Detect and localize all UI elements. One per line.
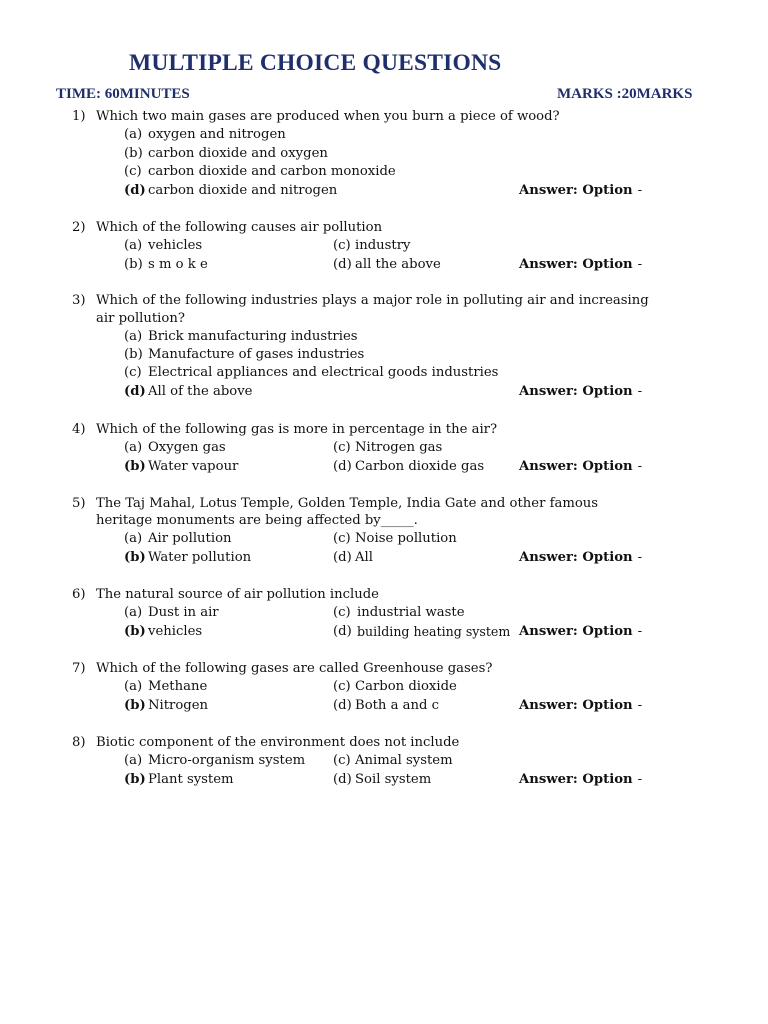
option-label: (d) [333, 772, 352, 787]
question-text: Biotic component of the environment does not include [96, 735, 460, 750]
question-text: Which of the following causes air pollution [96, 220, 383, 235]
option-text: industry [355, 238, 411, 253]
option-label: (b) [124, 347, 143, 362]
answer-label: Answer: Option [519, 183, 633, 198]
question-number: 1) [72, 109, 86, 124]
option-label: (a) [124, 753, 143, 768]
time-label: TIME: 60MINUTES [56, 86, 190, 102]
option-text: industrial waste [357, 605, 465, 620]
option-text: Soil system [355, 772, 432, 787]
option-text: s m o k e [148, 257, 208, 272]
question-number: 6) [72, 587, 86, 602]
answer-field [519, 383, 642, 401]
question-number: 5) [72, 496, 86, 511]
option-label: (a) [124, 238, 143, 253]
question-text: The natural source of air pollution include [96, 587, 379, 602]
answer-label: Answer: Option [519, 257, 633, 272]
answer-label: Answer: Option [519, 384, 633, 399]
option-text: Water pollution [148, 550, 252, 565]
option-label: (d) [333, 459, 352, 474]
answer-field [519, 458, 642, 476]
question-number: 4) [72, 422, 86, 437]
option-text: Oxygen gas [148, 440, 226, 455]
option-text: All [355, 550, 373, 565]
option-label: (c) [333, 753, 351, 768]
option-label: (c) [333, 440, 351, 455]
option-text: Micro-organism system [148, 753, 306, 768]
option-text: Noise pollution [355, 531, 457, 546]
option-label: (b) [124, 146, 143, 161]
question-number: 2) [72, 220, 86, 235]
question-number: 3) [72, 293, 86, 308]
option-label: (b) [124, 257, 143, 272]
option-label: (a) [124, 605, 143, 620]
answer-field [519, 549, 642, 567]
option-text: Brick manufacturing industries [148, 329, 358, 344]
question-text: The Taj Mahal, Lotus Temple, Golden Temple, India Gate and other famous [96, 496, 599, 511]
answer-field [519, 697, 642, 715]
option-text: building heating system [357, 624, 511, 639]
option-text: Electrical appliances and electrical goods industries [148, 365, 499, 380]
answer-field [519, 256, 642, 274]
option-text: Methane [148, 679, 208, 694]
option-text: Air pollution [148, 531, 232, 546]
option-label: (d) [333, 257, 352, 272]
option-text: Plant system [148, 772, 234, 787]
option-label: (d) [124, 183, 146, 198]
option-label: (b) [124, 550, 146, 565]
answer-blank: - [637, 384, 643, 399]
option-text: carbon dioxide and carbon monoxide [148, 164, 396, 179]
option-label: (c) [333, 679, 351, 694]
option-text: vehicles [148, 238, 203, 253]
answer-blank: - [637, 698, 643, 713]
option-label: (d) [333, 698, 352, 713]
option-label: (d) [333, 624, 352, 639]
answer-field [519, 182, 642, 200]
option-text: Animal system [355, 753, 453, 768]
option-text: carbon dioxide and nitrogen [148, 183, 338, 198]
option-text: Nitrogen [148, 698, 209, 713]
answer-blank: - [637, 459, 643, 474]
option-label: (a) [124, 531, 143, 546]
option-text: Both a and c [355, 698, 440, 713]
answer-field [519, 771, 642, 789]
option-text: Water vapour [148, 459, 239, 474]
option-text: all the above [355, 257, 441, 272]
option-text: carbon dioxide and oxygen [148, 146, 328, 161]
answer-label: Answer: Option [519, 698, 633, 713]
option-label: (c) [333, 605, 351, 620]
question-text: Which of the following industries plays a major role in polluting air and increasing [96, 293, 649, 308]
question-text: Which two main gases are produced when you burn a piece of wood? [96, 109, 560, 124]
option-label: (a) [124, 329, 143, 344]
option-label: (b) [124, 772, 146, 787]
option-text: Dust in air [148, 605, 219, 620]
option-label: (c) [333, 531, 351, 546]
option-label: (d) [124, 384, 146, 399]
option-label: (d) [333, 550, 352, 565]
page-title: MULTIPLE CHOICE QUESTIONS [129, 50, 502, 76]
option-label: (c) [124, 365, 142, 380]
answer-label: Answer: Option [519, 624, 633, 639]
answer-field [519, 623, 642, 641]
option-label: (a) [124, 679, 143, 694]
option-label: (b) [124, 624, 146, 639]
option-label: (c) [124, 164, 142, 179]
question-text: heritage monuments are being affected by_____. [96, 513, 418, 528]
option-text: Carbon dioxide [355, 679, 457, 694]
option-label: (a) [124, 127, 143, 142]
option-text: oxygen and nitrogen [148, 127, 286, 142]
answer-label: Answer: Option [519, 772, 633, 787]
option-text: All of the above [148, 384, 253, 399]
answer-label: Answer: Option [519, 550, 633, 565]
question-text: air pollution? [96, 311, 185, 326]
option-text: Nitrogen gas [355, 440, 443, 455]
option-text: vehicles [148, 624, 203, 639]
option-text: Manufacture of gases industries [148, 347, 365, 362]
question-text: Which of the following gas is more in percentage in the air? [96, 422, 498, 437]
option-text: Carbon dioxide gas [355, 459, 485, 474]
answer-blank: - [637, 624, 643, 639]
marks-label: MARKS :20MARKS [557, 86, 693, 102]
option-label: (a) [124, 440, 143, 455]
question-number: 7) [72, 661, 86, 676]
answer-blank: - [637, 257, 643, 272]
option-label: (b) [124, 698, 146, 713]
question-text: Which of the following gases are called Greenhouse gases? [96, 661, 493, 676]
answer-blank: - [637, 772, 643, 787]
option-label: (c) [333, 238, 351, 253]
answer-label: Answer: Option [519, 459, 633, 474]
answer-blank: - [637, 183, 643, 198]
answer-blank: - [637, 550, 643, 565]
option-label: (b) [124, 459, 146, 474]
question-number: 8) [72, 735, 86, 750]
